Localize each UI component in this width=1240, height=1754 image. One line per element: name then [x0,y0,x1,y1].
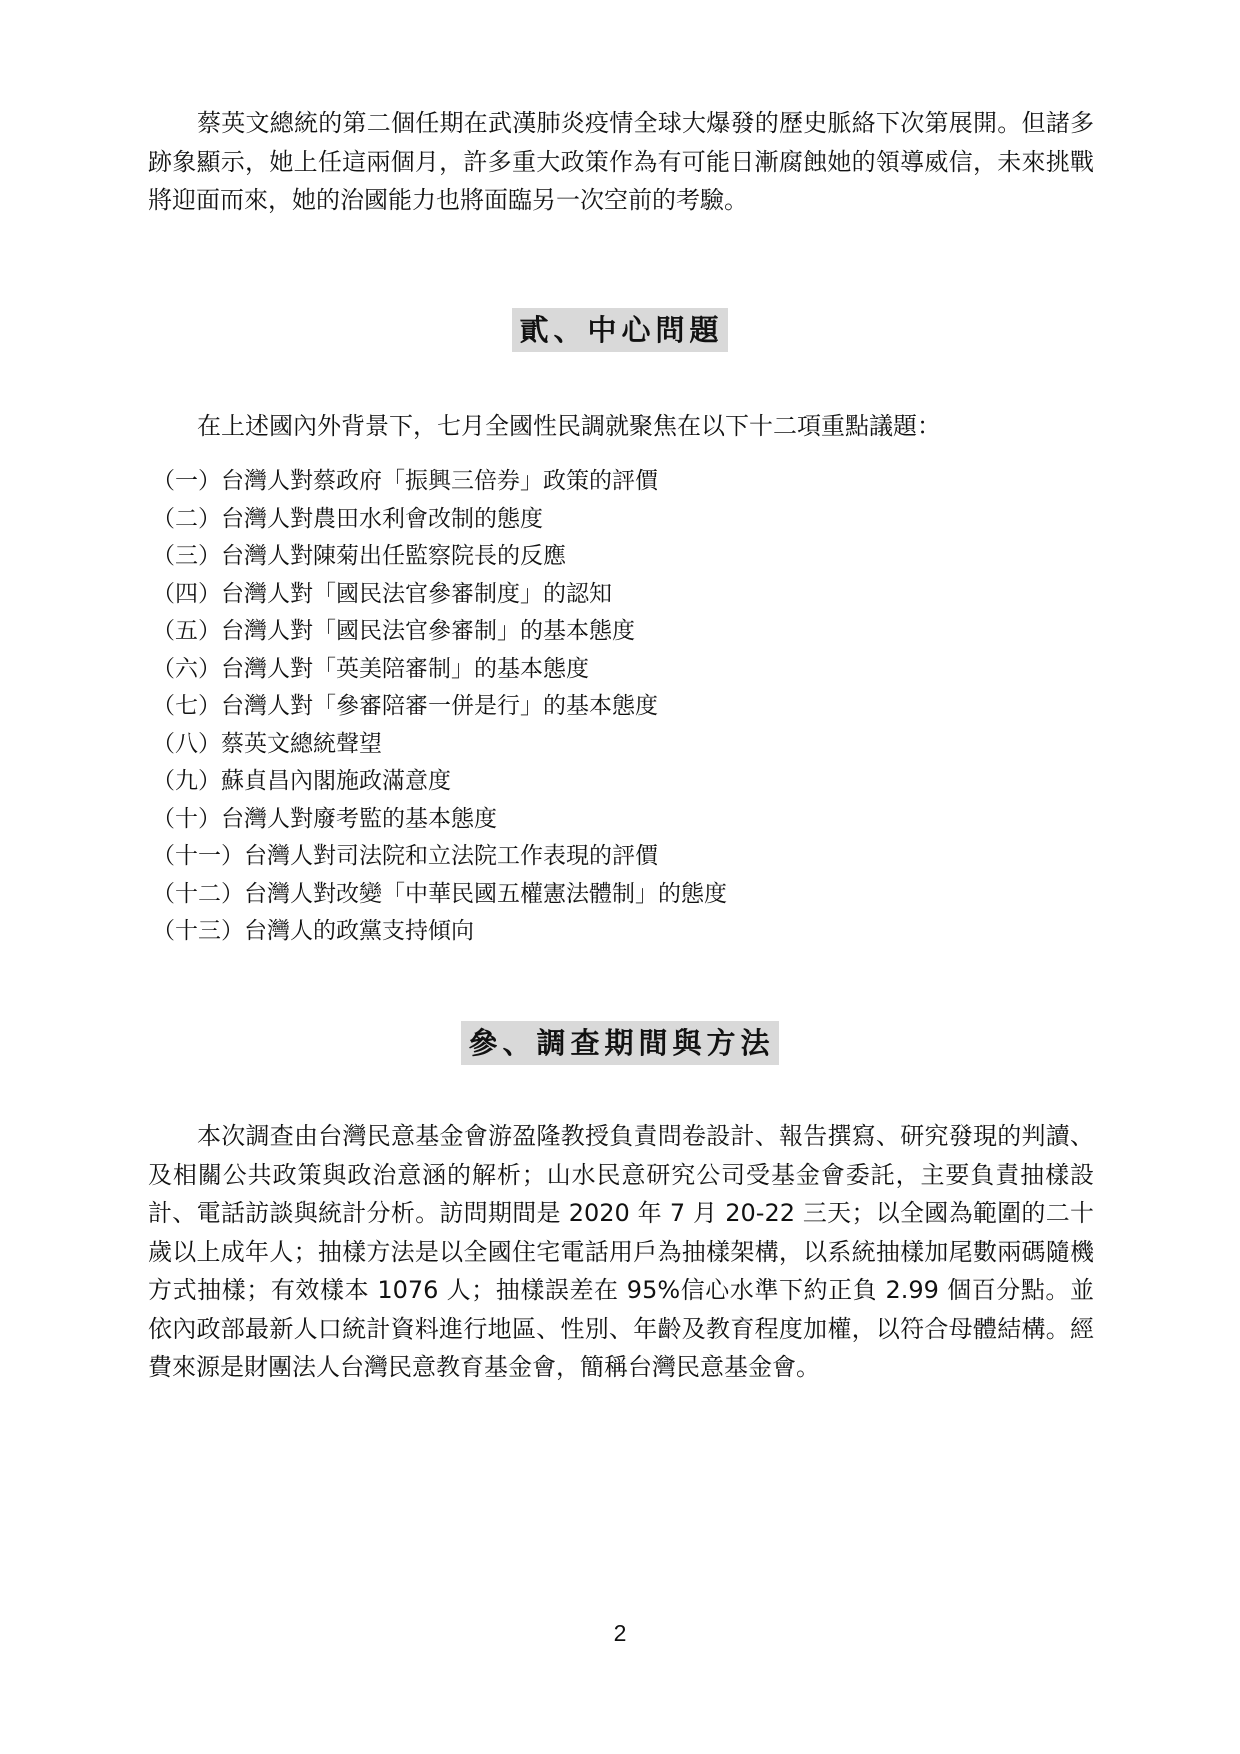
list-item: （十二）台灣人對改變「中華民國五權憲法體制」的態度 [152,880,727,907]
list-item: （十一）台灣人對司法院和立法院工作表現的評價 [152,843,658,869]
list-item: （二）台灣人對農田水利會改制的態度 [152,505,543,532]
list-item: （十三）台灣人的政黨支持傾向 [152,918,474,944]
issues-lead-sentence: 在上述國內外背景下，七月全國性民調就聚焦在以下十二項重點議題： [197,412,941,440]
list-item: （九）蘇貞昌內閣施政滿意度 [152,768,451,794]
list-item: （五）台灣人對「國民法官參審制」的基本態度 [152,618,635,644]
list-item: （四）台灣人對「國民法官參審制度」的認知 [152,580,612,607]
list-item: （六）台灣人對「英美陪審制」的基本態度 [152,655,589,682]
list-item: （八）蔡英文總統聲望 [152,730,382,757]
list-item: （三）台灣人對陳菊出任監察院長的反應 [152,543,566,569]
list-item: （一）台灣人對蔡政府「振興三倍券」政策的評價 [152,468,658,494]
section-heading-label: 貳、中心問題 [512,308,727,352]
list-item: （十）台灣人對廢考監的基本態度 [152,805,497,832]
section-heading-survey-method [0,1021,1240,1065]
method-paragraph: 本次調查由台灣民意基金會游盈隆教授負責問卷設計、報告撰寫、研究發現的判讀、及相關公共政策與政治意涵的解析；山水民意研究公司受基金會委託，主要負責抽樣設計、電話訪談與統計分析。訪問期間是 2020 年 7 月 20-22 三天；以全國為範圍的二十歲以上成年人；抽樣方法是以全國住宅電話用戶為抽樣架構，以系統抽樣加尾數兩碼隨機方式抽樣；有效樣本 1076 人；抽樣誤差在 95%信心水準下約正負 2.99 個百分點。並依內政部最新人口統計資料進行地區、性別、年齡及教育程度加權，以符合母體結構。經費來源是財團法人台灣民意教育基金會，簡稱台灣民意基金會。 [148,1122,1094,1381]
section-heading-central-issues [0,308,1240,352]
issue-list [152,463,727,951]
page-number: 2 [613,1620,627,1646]
intro-paragraph: 蔡英文總統的第二個任期在武漢肺炎疫情全球大爆發的歷史脈絡下次第展開。但諸多跡象顯示，她上任這兩個月，許多重大政策作為有可能日漸腐蝕她的領導威信，未來挑戰將迎面而來，她的治國能力也將面臨另一次空前的考驗。 [148,109,1094,214]
section-heading-label: 參、調查期間與方法 [461,1021,778,1065]
list-item: （七）台灣人對「參審陪審一併是行」的基本態度 [152,693,658,719]
